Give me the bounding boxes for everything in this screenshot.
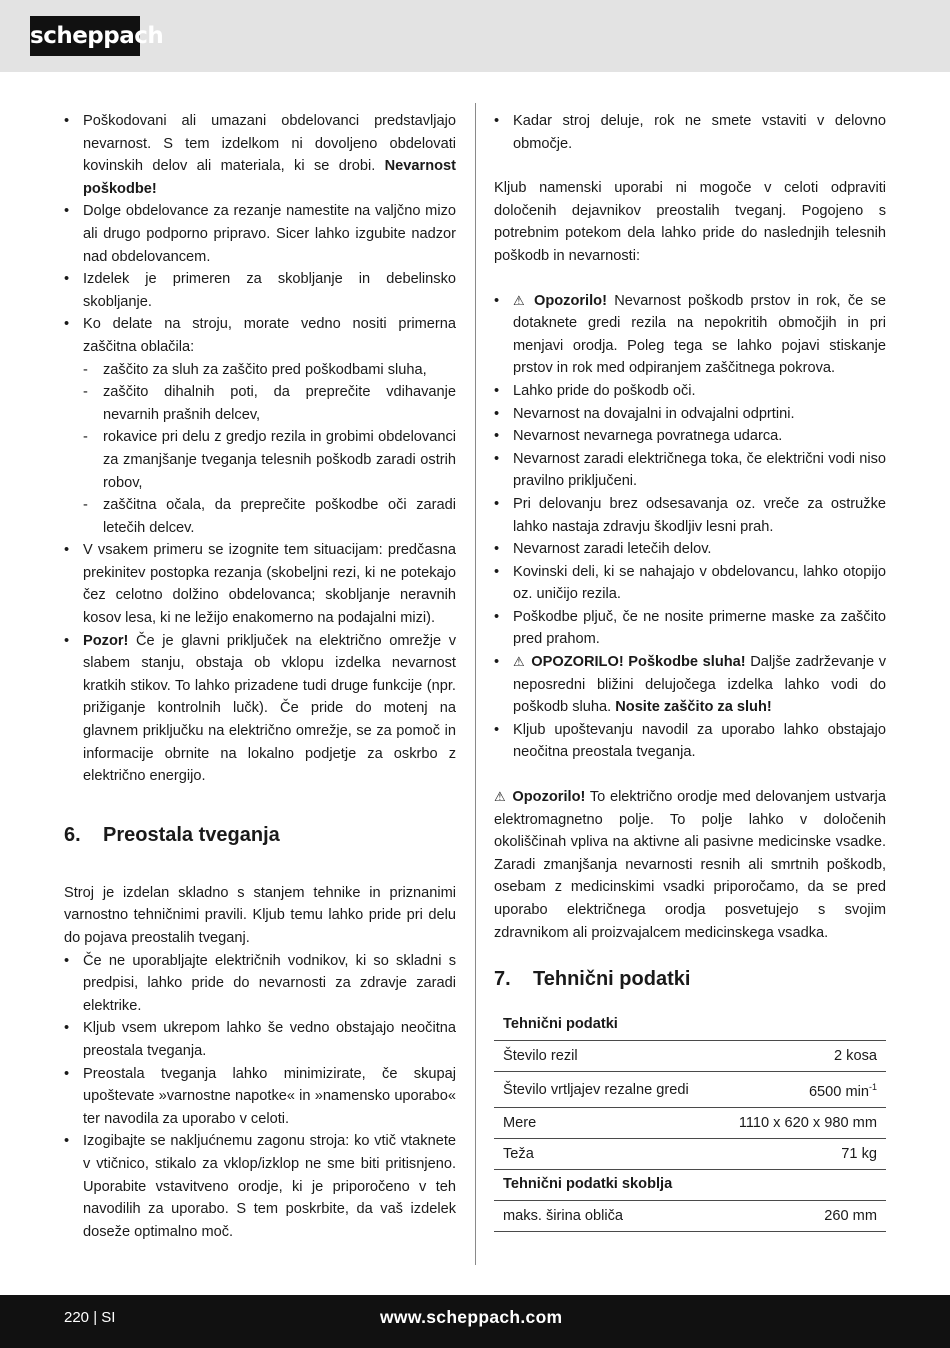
right-column (494, 110, 886, 1232)
section-heading: 7. Tehnični podatki (494, 968, 691, 991)
list-item: • ⚠ Opozorilo! Nevarnost poškodb prstov in rok, če se dotaknete gredi rezila na nepokritih območjih in pri menjavi orodja. Poleg tega se lahko pojavi stiskanje prstov in rok med odpiranjem zaščitnega pokrova. (494, 290, 886, 380)
paragraph: Kljub namenski uporabi ni mogoče v celoti odpraviti določenih dejavnikov preostalih tveganj. Pogojeno s potrebnim potekom dela lahko pride do naslednjih telesnih poškodb in nevarnosti: (494, 180, 886, 264)
list-item: • Preostala tveganja lahko minimizirate, če skupaj upoštevate »varnostne napotke« in »namensko uporabo« ter navodila za uporabo v celoti. (64, 1063, 456, 1131)
sub-list-item: - zaščito dihalnih poti, da preprečite vdihavanje nevarnih prašnih delcev, (83, 384, 456, 423)
list-item: • Nevarnost zaradi električnega toka, če električni vodi niso pravilno priključeni. (494, 448, 886, 493)
list-item: • Nevarnost zaradi letečih delov. (494, 538, 886, 561)
table-header: Tehnični podatki skoblja (494, 1170, 886, 1201)
list-item: • Lahko pride do poškodb oči. (494, 380, 886, 403)
scheppach-logo: scheppach (30, 16, 140, 56)
column-divider (475, 103, 476, 1265)
table-row: Teža 71 kg (494, 1139, 886, 1170)
sub-list-item: - zaščito za sluh za zaščito pred poškodbami sluha, (83, 361, 427, 378)
list-item: • Ko delate na stroju, morate vedno nositi primerna zaščitna oblačila: (64, 313, 456, 358)
table-row: maks. širina obliča 260 mm (494, 1201, 886, 1232)
list-item: • Izogibajte se nakljućnemu zagonu stroja: ko vtič vtaknete v vtičnico, stikalo za vklop/izklop ne sme biti pritisnjeno. Uporabite vstavitveno orodje, ki je priporočeno v teh navodilih za uporabo. S tem poskrbite, da vaš izdelek doseže optimalno moč. (64, 1130, 456, 1243)
warning-icon: ⚠ (513, 654, 525, 670)
list-item: • Pri delovanju brez odsesavanja oz. vreče za ostružke lahko nastaja zdravju škodljiv lesni prah. (494, 493, 886, 538)
footer-band (0, 1295, 950, 1348)
list-item: • Poškodovani ali umazani obdelovanci predstavljajo nevarnost. S tem izdelkom ni dovoljeno obdelovati kovinskih delov ali materiala, ki se drobi. Nevarnost poškodbe! (64, 110, 456, 200)
section-heading: 6. Preostala tveganja (64, 823, 280, 846)
list-item: • Poškodbe pljuč, če ne nosite primerne maske za zaščito pred prahom. (494, 606, 886, 651)
list-item: • Pozor! Če je glavni priključek na električno omrežje v slabem stanju, obstaja ob vklopu izdelka nevarnost kratkih stikov. To lahko prizadene tudi druge funkcije (npr. prižiganje kontrolnih lučk). Če pride do motenj na glavnem priključku na električno omrežje, se za pomoč in informacije obrnite na lokalno podjetje za oskrbo z električno energijo. (64, 630, 456, 788)
list-item: • V vsakem primeru se izognite tem situacijam: predčasna prekinitev postopka rezanja (skobeljni rezi, ki ne potekajo čez celotno dolžino obdelovanca; skobljanje neravnih kosov lesa, ki ne ležijo enakomerno na podajalni mizi). (64, 539, 456, 629)
warning-paragraph: ⚠ Opozorilo! To električno orodje med delovanjem ustvarja elektromagnetno polje. To polje lahko v določenih okoliščinah vpliva na aktivne ali pasivne medicinske vsadke. Zaradi zmanjšanja nevarnosti resnih ali smrtnih poškodb, osebam z medicinskimi vsadki priporočamo, da se pred uporabo električnega orodja posvetujejo s svojim zdravnikom ali proizvajalcem medicinskega vsadka. (494, 786, 886, 944)
list-item: • Kljub upoštevanju navodil za uporabo lahko obstajajo neočitna preostala tveganja. (494, 719, 886, 764)
list-item: • Kadar stroj deluje, rok ne smete vstaviti v delovno območje. (494, 110, 886, 155)
list-item: • Kovinski deli, ki se nahajajo v obdelovancu, lahko otopijo oz. uničijo rezila. (494, 561, 886, 606)
page-number: 220 | SI (64, 1309, 116, 1326)
table-header-row (494, 1010, 886, 1041)
table-row: Število vrtljajev rezalne gredi 6500 $\min^{-1}$ (494, 1072, 886, 1108)
intro-paragraph: Stroj je izdelan skladno s stanjem tehnike in priznanimi varnostno tehničnimi pravili. Kljub temu lahko pride pri delu do pojava preostalih tveganj. (64, 884, 456, 946)
website-link[interactable]: www.scheppach.com (380, 1307, 563, 1327)
left-column (64, 110, 456, 1243)
warning-icon: ⚠ (513, 292, 525, 308)
table-row: Število rezil 2 kosa (494, 1041, 886, 1072)
list-item: • ⚠ OPOZORILO! Poškodbe sluha! Daljše zadrževanje v neposredni bližini delujočega izdelka lahko vodi do poškodb sluha. Nosite zaščito za sluh! (494, 651, 886, 719)
list-item: • Nevarnost nevarnega povratnega udarca. (494, 425, 886, 448)
header-band (0, 0, 950, 72)
list-item: • Kljub vsem ukrepom lahko še vedno obstajajo neočitna preostala tveganja. (64, 1017, 456, 1062)
table-header: Tehnični podatki (494, 1010, 886, 1041)
list-item: • Če ne uporabljajte električnih vodnikov, ki so skladni s predpisi, lahko pride do nevarnosti za zdravje zaradi elektrike. (64, 950, 456, 1018)
warning-icon: ⚠ (494, 789, 506, 805)
technical-data-table (494, 1010, 886, 1232)
sub-list-item: - rokavice pri delu z gredjo rezila in grobimi obdelovanci za zmanjšanje tveganja telesnih poškodb zaradi ostrih robov, (83, 429, 456, 491)
table-row: Mere 1110 x 620 x 980 mm (494, 1108, 886, 1139)
list-item: • Dolge obdelovance za rezanje namestite na valjčno mizo ali drugo podporno pripravo. Sicer lahko izgubite nadzor nad obdelovancem. (64, 200, 456, 268)
table-header-row (494, 1170, 886, 1201)
list-item: • Izdelek je primeren za skobljanje in debelinsko skobljanje. (64, 268, 456, 313)
list-item: • Nevarnost na dovajalni in odvajalni odprtini. (494, 403, 886, 426)
sub-list-item: - zaščitna očala, da preprečite poškodbe oči zaradi letečih delcev. (83, 497, 456, 536)
